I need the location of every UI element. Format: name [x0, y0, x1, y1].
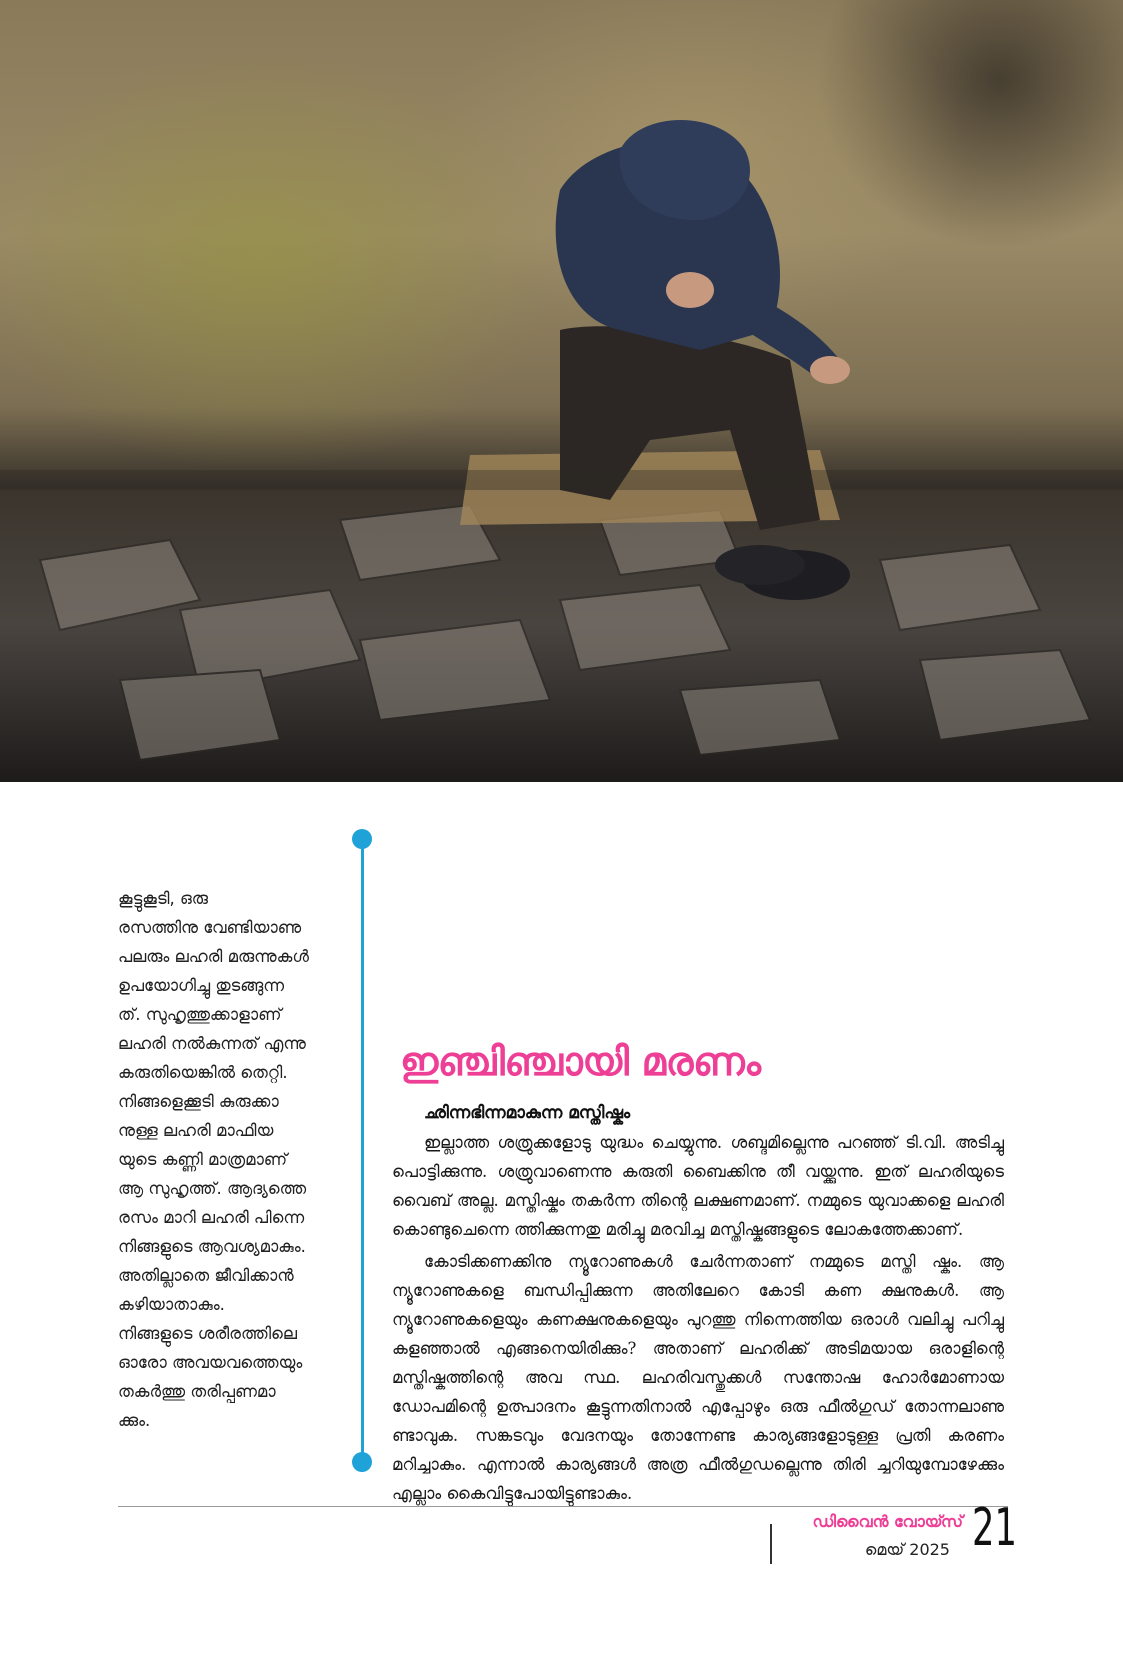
hero-photo [0, 0, 1123, 782]
article-subheading: ഛിന്നഭിന്നമാകുന്ന മസ്തിഷ്കം [424, 1103, 631, 1123]
divider-bottom-dot [352, 1452, 372, 1472]
magazine-name: ഡിവൈൻ വോയ്സ് [812, 1512, 963, 1531]
article-paragraph: കോടിക്കണക്കിനു ന്യൂറോണുകൾ ചേർന്നതാണ് നമ്മുടെ മസ്തി ഷ്കം. ആ ന്യൂറോണുകളെ ബന്ധിപ്പിക്കുന്ന അതിലേറെ കോടി കണ ക്ഷനുകൾ. ആ ന്യൂറോണുകളെയും കണക്ഷനുകളെയും പുറത്തു നിന്നെത്തിയ ഒരാൾ വലിച്ചു പറിച്ചു കളഞ്ഞാൽ എങ്ങനെയിരിക്കും? അതാണ് ലഹരിക്ക് അടിമയായ ഒരാളിന്റെ മസ്തിഷ്കത്തിന്റെ അവ സ്ഥ. ലഹരിവസ്തുക്കൾ സന്തോഷ ഹോർമോണായ ഡോപമിന്റെ ഉത്പാദനം കൂട്ടുന്നതിനാൽ എപ്പോഴും ഒരു ഫീൽഗുഡ് തോന്നലാണു ണ്ടാവുക. സങ്കടവും വേദനയും തോന്നേണ്ട കാര്യങ്ങളോടുള്ള പ്രതി കരണം മറിച്ചാകും. എന്നാൽ കാര്യങ്ങൾ അത്ര ഫീൽഗുഡല്ലെന്നു തിരി ച്ചറിയുമ്പോഴേക്കും എല്ലാം കൈവിട്ടുപോയിട്ടുണ്ടാകും. [392, 1252, 1004, 1503]
article-body [392, 1128, 1004, 1511]
article-paragraph: ഇല്ലാത്ത ശത്രുക്കളോടു യുദ്ധം ചെയ്യുന്നു. ശബ്ദമില്ലെന്നു പറഞ്ഞ് ടി.വി. അടിച്ചു പൊട്ടിക്കുന്നു. ശത്രുവാണെന്നു കരുതി ബൈക്കിനു തീ വയ്ക്കുന്നു. ഇത് ലഹരിയുടെ വൈബ് അല്ല. മസ്തിഷ്കം തകർന്ന തിന്റെ ലക്ഷണമാണ്. നമ്മുടെ യുവാക്കളെ ലഹരി കൊണ്ടുചെന്നെ ത്തിക്കുന്നതു മരിച്ചു മരവിച്ച മസ്തിഷ്കങ്ങളുടെ ലോകത്തേക്കാണ്. [392, 1133, 1004, 1239]
divider-top-dot [352, 829, 372, 849]
article-headline: ഇഞ്ചിഞ്ചായി മരണം [400, 1040, 761, 1085]
page-number: 21 [972, 1498, 1017, 1558]
sidebar-pull-text: കൂട്ടുകൂടി, ഒരു രസത്തിനു വേണ്ടിയാണു പലരും ലഹരി മരുന്നുകൾ ഉപയോഗിച്ചു തുടങ്ങുന്ന ത്. സുഹൃത്തുക്കാളാണ് ലഹരി നൽകുന്നത് എന്നു കരുതിയെങ്കിൽ തെറ്റി. നിങ്ങളെക്കൂടി കുരുക്കാ നുള്ള ലഹരി മാഫിയ യുടെ കണ്ണി മാത്രമാണ് ആ സുഹൃത്ത്. ആദ്യത്തെ രസം മാറി ലഹരി പിന്നെ നിങ്ങളുടെ ആവശ്യമാകും. അതില്ലാതെ ജീവിക്കാൻ കഴിയാതാകും. നിങ്ങളുടെ ശരീരത്തിലെ ഓരോ അവയവത്തെയും തകർത്തു തരിപ്പണമാ ക്കും. [118, 889, 309, 1430]
footer-separator [770, 1524, 772, 1564]
divider-line [361, 838, 364, 1462]
footer-rule [118, 1506, 1008, 1507]
issue-date: മെയ് 2025 [864, 1540, 950, 1559]
